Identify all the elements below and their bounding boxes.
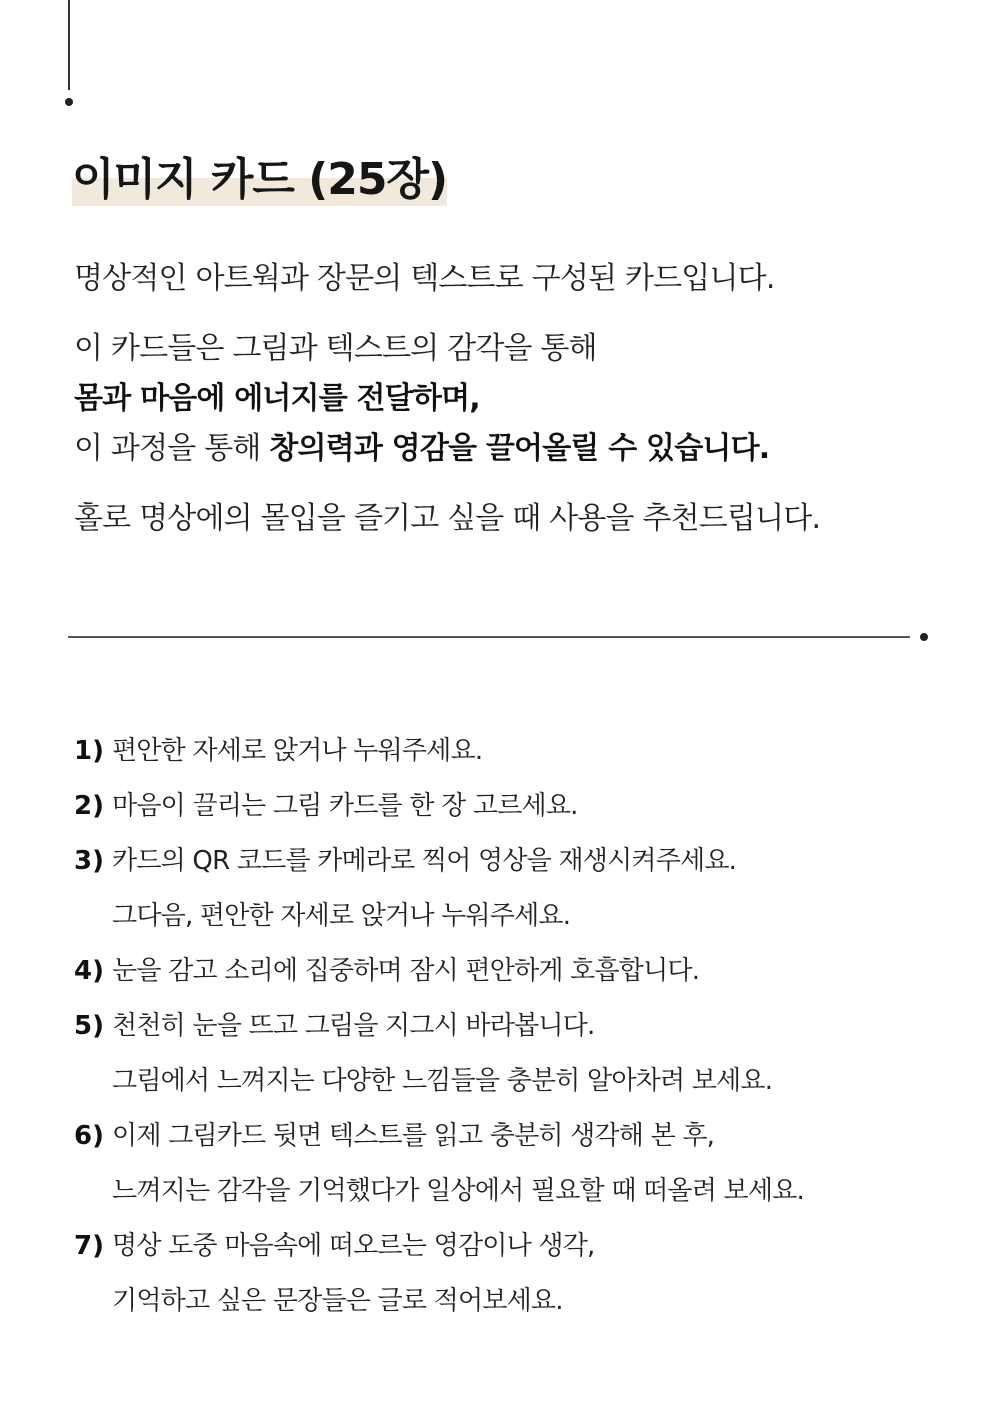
step-text: 눈을 감고 소리에 집중하며 잠시 편안하게 호흡합니다. bbox=[112, 956, 700, 986]
intro-p2-line-3-bold: 창의력과 영감을 끌어올릴 수 있습니다. bbox=[269, 431, 770, 466]
step-text: 마음이 끌리는 그림 카드를 한 장 고르세요. bbox=[112, 791, 578, 821]
section-divider bbox=[68, 636, 910, 638]
step-item-3 bbox=[74, 834, 804, 944]
intro-paragraph-3: 홀로 명상에의 몰입을 즐기고 싶을 때 사용을 추천드립니다. bbox=[74, 501, 821, 536]
intro-section bbox=[74, 252, 954, 546]
step-item-4 bbox=[74, 944, 804, 999]
intro-p2-line-1: 이 카드들은 그림과 텍스트의 감각을 통해 bbox=[74, 331, 597, 366]
step-text: 이제 그림카드 뒷면 텍스트를 읽고 충분히 생각해 본 후, bbox=[112, 1121, 715, 1151]
step-number: 5) bbox=[74, 1011, 104, 1041]
intro-paragraph-1: 명상적인 아트웍과 장문의 텍스트로 구성된 카드입니다. bbox=[74, 261, 775, 296]
step-item-2 bbox=[74, 779, 804, 834]
intro-paragraph-2 bbox=[74, 324, 954, 474]
divider-dot bbox=[920, 633, 928, 641]
top-dot bbox=[65, 98, 73, 106]
step-item-5 bbox=[74, 999, 804, 1109]
top-vertical-line bbox=[68, 0, 70, 90]
steps-list bbox=[74, 724, 804, 1329]
step-text-continued: 그림에서 느껴지는 다양한 느낌들을 충분히 알아차려 보세요. bbox=[112, 1066, 773, 1096]
step-number: 1) bbox=[74, 736, 104, 766]
step-number: 2) bbox=[74, 791, 104, 821]
step-item-7 bbox=[74, 1219, 804, 1329]
step-text: 천천히 눈을 뜨고 그림을 지그시 바라봅니다. bbox=[112, 1011, 595, 1041]
step-text: 명상 도중 마음속에 떠오르는 영감이나 생각, bbox=[112, 1231, 595, 1261]
step-item-1 bbox=[74, 724, 804, 779]
step-number: 4) bbox=[74, 956, 104, 986]
step-text-continued: 기억하고 싶은 문장들은 글로 적어보세요. bbox=[112, 1286, 563, 1316]
step-text: 카드의 QR 코드를 카메라로 찍어 영상을 재생시켜주세요. bbox=[112, 846, 737, 876]
step-item-6 bbox=[74, 1109, 804, 1219]
step-number: 3) bbox=[74, 846, 104, 876]
intro-p2-line-2-bold: 몸과 마음에 에너지를 전달하며, bbox=[74, 381, 480, 416]
step-text-continued: 그다음, 편안한 자세로 앉거나 누워주세요. bbox=[112, 901, 571, 931]
step-number: 7) bbox=[74, 1231, 104, 1261]
page-title: 이미지 카드 (25장) bbox=[72, 150, 447, 210]
intro-p2-line-3: 이 과정을 통해 bbox=[74, 431, 270, 466]
step-number: 6) bbox=[74, 1121, 104, 1151]
step-text-continued: 느껴지는 감각을 기억했다가 일상에서 필요할 때 떠올려 보세요. bbox=[112, 1176, 804, 1206]
step-text: 편안한 자세로 앉거나 누워주세요. bbox=[112, 736, 483, 766]
